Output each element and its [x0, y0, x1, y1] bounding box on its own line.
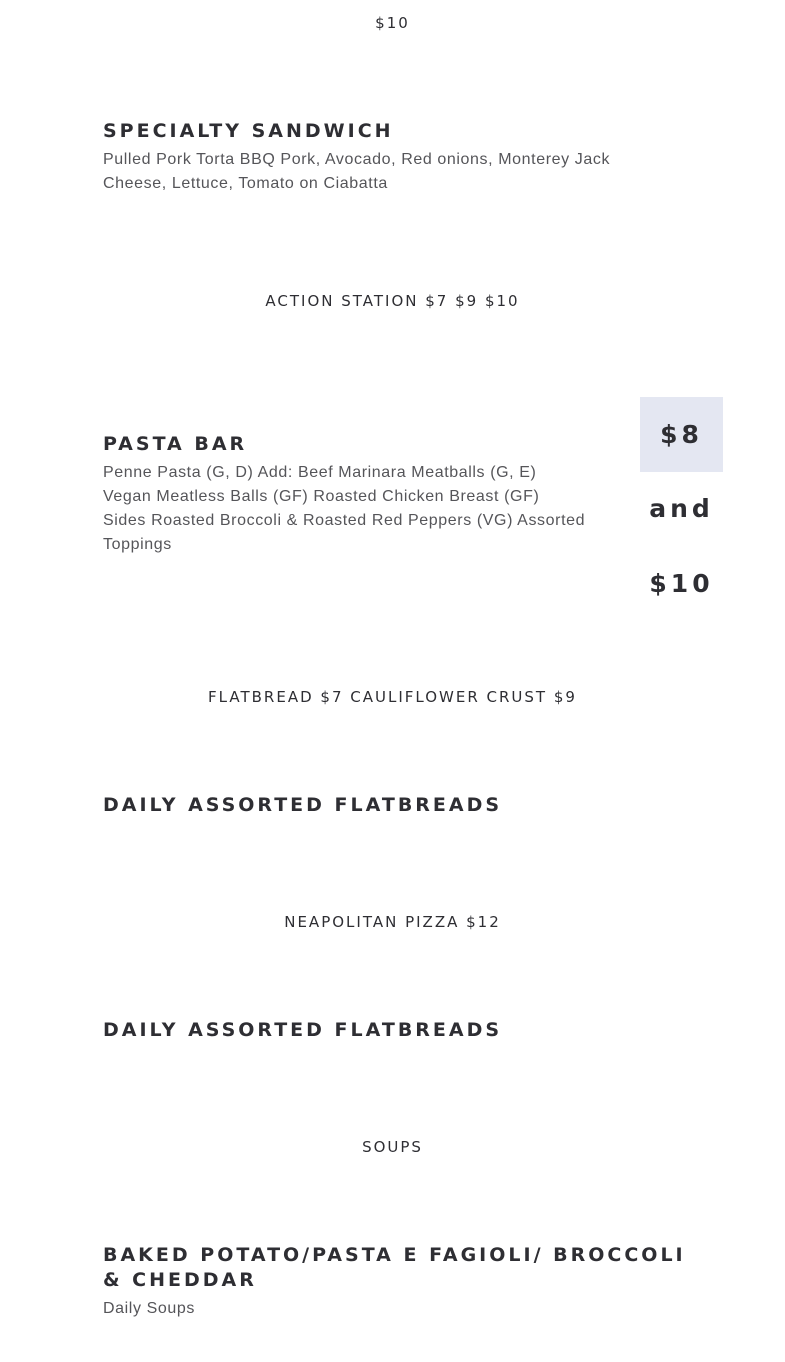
- pasta-bar-desc-line-1: Penne Pasta (G, D) Add: Beef Marinara Meatballs (G, E): [103, 464, 537, 481]
- pasta-bar-name: PASTA BAR: [103, 433, 248, 455]
- pasta-bar-price-and: and: [649, 494, 714, 523]
- specialty-sandwich-name: SPECIALTY SANDWICH: [103, 120, 394, 142]
- flatbread-item-name: DAILY ASSORTED FLATBREADS: [103, 794, 503, 816]
- neapolitan-pizza-title: NEAPOLITAN PIZZA $12: [284, 913, 501, 931]
- pasta-bar-price-primary: $8: [660, 420, 703, 449]
- pasta-bar-desc-line-3: Sides Roasted Broccoli & Roasted Red Peppers (VG) Assorted: [103, 512, 586, 529]
- specialty-sandwich-desc-line-2: Cheese, Lettuce, Tomato on Ciabatta: [103, 175, 388, 192]
- pasta-bar-desc-line-2: Vegan Meatless Balls (GF) Roasted Chicken Breast (GF): [103, 488, 540, 505]
- top-price: $10: [375, 14, 410, 32]
- pasta-bar-price-secondary: $10: [649, 569, 714, 598]
- specialty-sandwich-desc-line-1: Pulled Pork Torta BBQ Pork, Avocado, Red onions, Monterey Jack: [103, 151, 611, 168]
- soups-item-name-line-2: & CHEDDAR: [103, 1269, 257, 1291]
- soups-desc: Daily Soups: [103, 1300, 195, 1317]
- pasta-bar-desc-line-4: Toppings: [103, 536, 172, 553]
- soups-title: SOUPS: [362, 1138, 423, 1156]
- neapolitan-item-name: DAILY ASSORTED FLATBREADS: [103, 1019, 503, 1041]
- flatbread-title: FLATBREAD $7 CAULIFLOWER CRUST $9: [208, 688, 577, 706]
- soups-item-name-line-1: BAKED POTATO/PASTA E FAGIOLI/ BROCCOLI: [103, 1244, 686, 1266]
- pasta-bar-price-badge: [640, 397, 723, 472]
- action-station-title: ACTION STATION $7 $9 $10: [265, 292, 520, 310]
